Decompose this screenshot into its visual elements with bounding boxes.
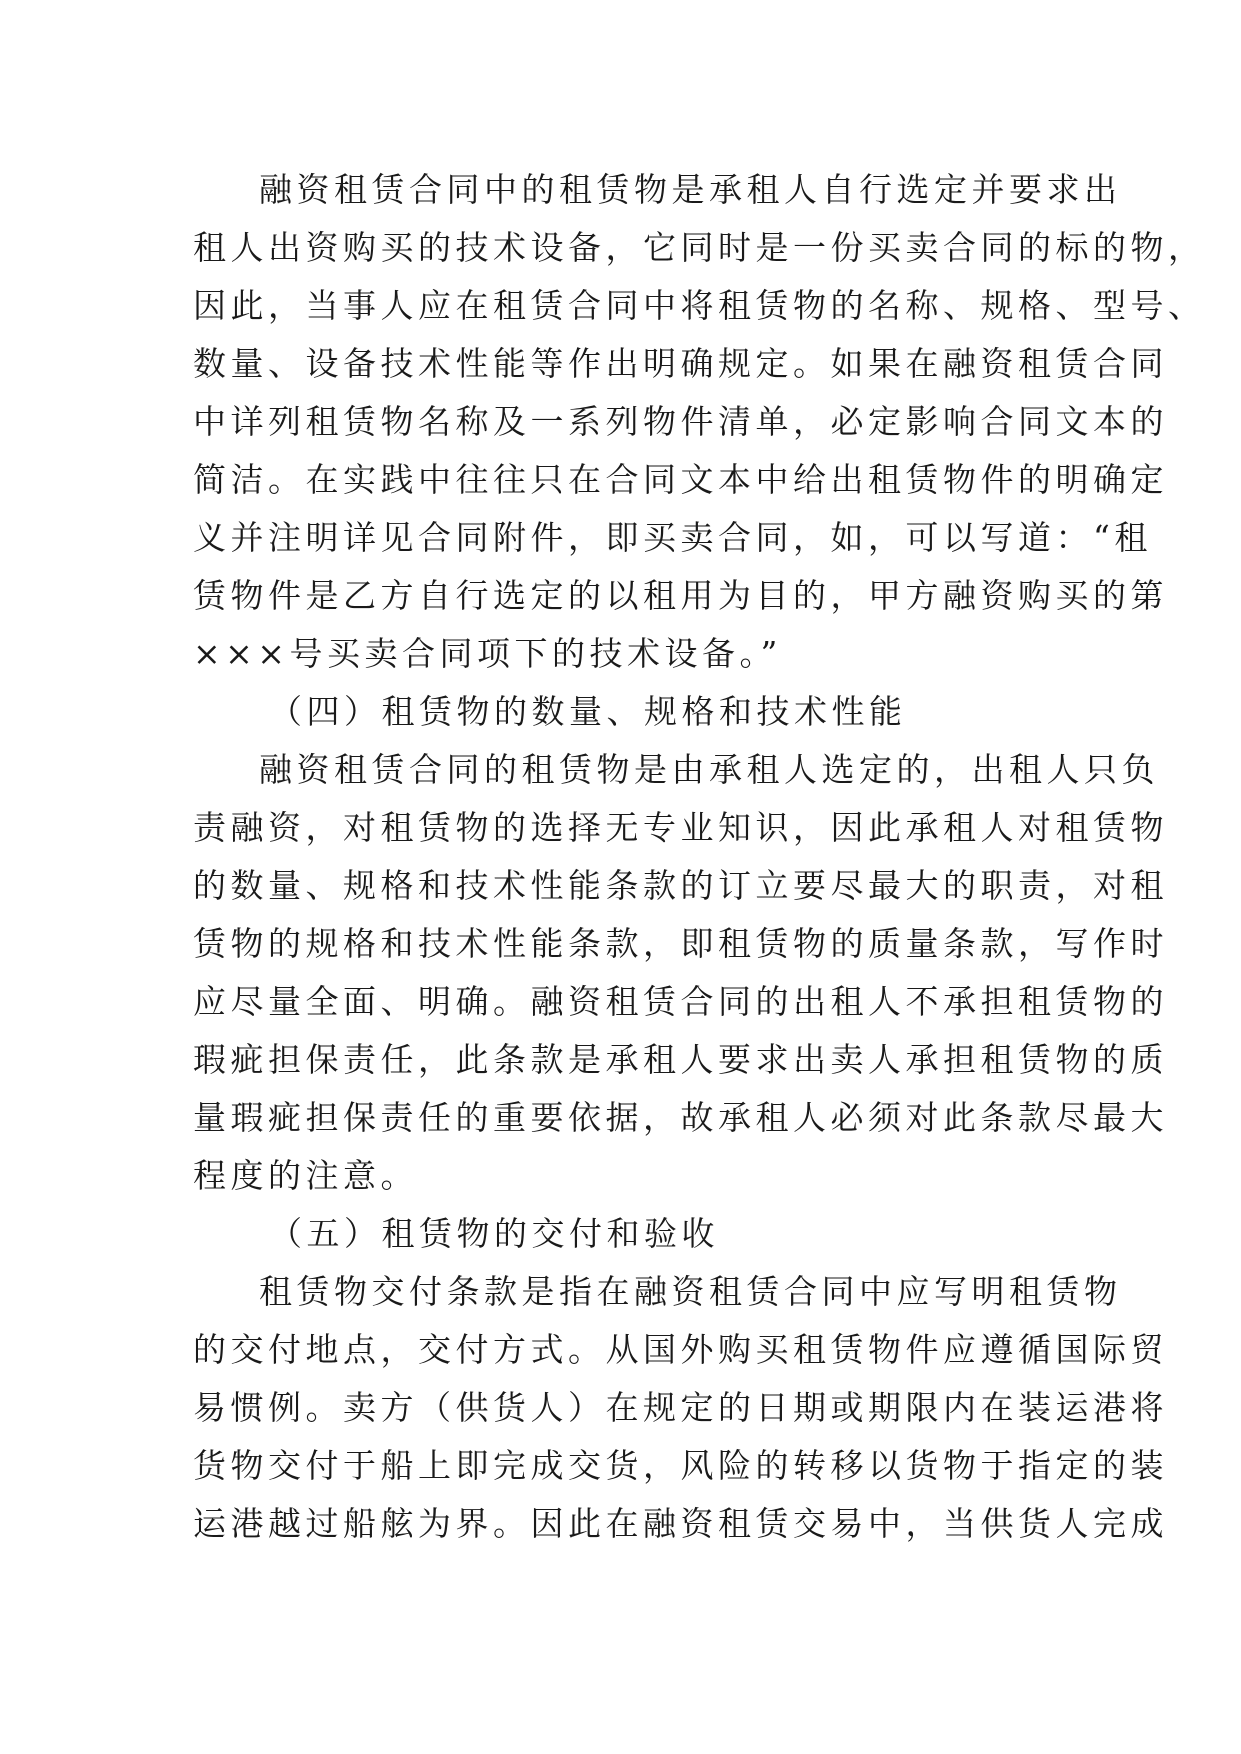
paragraph-line: 的交付地点，交付方式。从国外购买租赁物件应遵循国际贸 — [193, 1330, 1168, 1369]
paragraph-line: 量瑕疵担保责任的重要依据，故承租人必须对此条款尽最大 — [193, 1098, 1168, 1137]
paragraph-line: 赁物件是乙方自行选定的以租用为目的，甲方融资购买的第 — [193, 576, 1168, 615]
paragraph-line: 应尽量全面、明确。融资租赁合同的出租人不承担租赁物的 — [193, 982, 1168, 1021]
paragraph-line: 数量、设备技术性能等作出明确规定。如果在融资租赁合同 — [193, 344, 1168, 383]
section-heading: （五）租赁物的交付和验收 — [269, 1214, 719, 1253]
paragraph-line: 的数量、规格和技术性能条款的订立要尽最大的职责，对租 — [193, 866, 1168, 905]
paragraph-line: 程度的注意。 — [193, 1156, 418, 1195]
paragraph-line: 赁物的规格和技术性能条款，即租赁物的质量条款，写作时 — [193, 924, 1168, 963]
paragraph-line: 责融资，对租赁物的选择无专业知识，因此承租人对租赁物 — [193, 808, 1168, 847]
paragraph-line: 简洁。在实践中往往只在合同文本中给出租赁物件的明确定 — [193, 460, 1168, 499]
paragraph-line: 义并注明详见合同附件，即买卖合同，如，可以写道：“租 — [193, 518, 1152, 557]
paragraph-line: 货物交付于船上即完成交货，风险的转移以货物于指定的装 — [193, 1446, 1168, 1485]
paragraph-line: 中详列租赁物名称及一系列物件清单，必定影响合同文本的 — [193, 402, 1168, 441]
paragraph-line: 融资租赁合同中的租赁物是承租人自行选定并要求出 — [259, 170, 1122, 209]
paragraph-line: 易惯例。卖方（供货人）在规定的日期或期限内在装运港将 — [193, 1388, 1168, 1427]
section-heading: （四）租赁物的数量、规格和技术性能 — [269, 692, 907, 731]
document-body — [193, 161, 1206, 1553]
paragraph-line: 融资租赁合同的租赁物是由承租人选定的，出租人只负 — [259, 750, 1159, 789]
paragraph-line: ×××号买卖合同项下的技术设备。” — [193, 634, 782, 673]
paragraph-line: 租人出资购买的技术设备，它同时是一份买卖合同的标的物， — [193, 228, 1206, 267]
paragraph-line: 瑕疵担保责任，此条款是承租人要求出卖人承担租赁物的质 — [193, 1040, 1168, 1079]
paragraph-line: 运港越过船舷为界。因此在融资租赁交易中，当供货人完成 — [193, 1504, 1168, 1543]
paragraph-line: 因此，当事人应在租赁合同中将租赁物的名称、规格、型号、 — [193, 286, 1206, 325]
paragraph-line: 租赁物交付条款是指在融资租赁合同中应写明租赁物 — [259, 1272, 1122, 1311]
